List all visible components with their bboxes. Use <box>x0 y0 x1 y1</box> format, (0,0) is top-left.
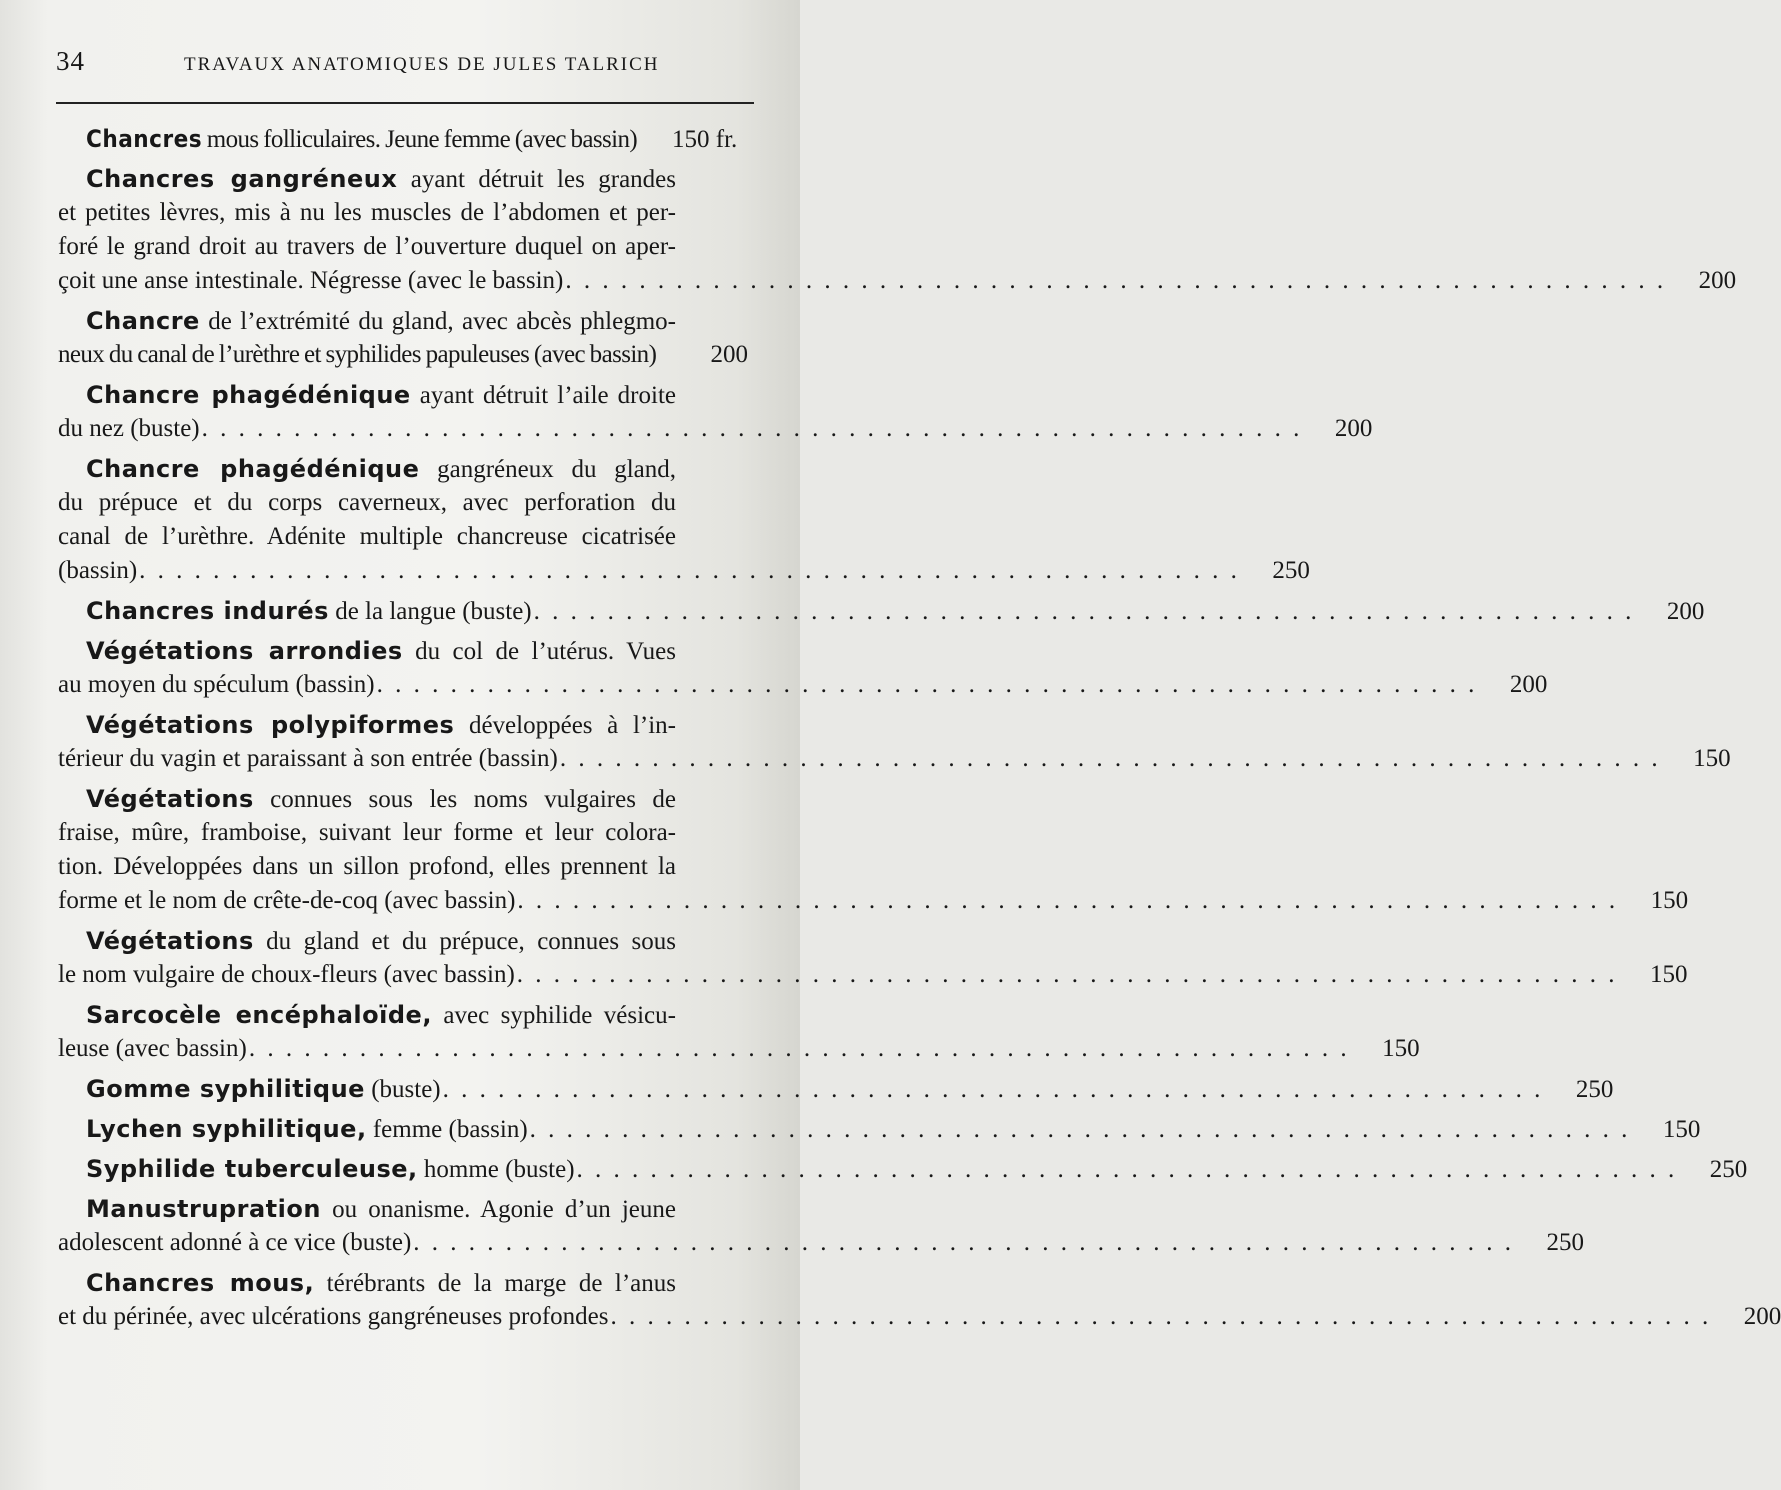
entry-text <box>58 958 515 992</box>
entry-line <box>58 816 748 850</box>
entry-keyword: Lychen syphilitique, <box>86 1115 367 1143</box>
entry-text <box>86 162 676 197</box>
entry-text <box>58 1300 608 1334</box>
entry-line <box>58 554 1310 588</box>
entry-keyword: Chancres mous, <box>86 1269 315 1297</box>
catalog-entry <box>58 594 1705 628</box>
entry-description: ayant détruit les grandes <box>397 166 676 193</box>
price: 150 <box>1650 961 1688 988</box>
entry-line <box>58 1072 1614 1106</box>
dot-leader: . . . . . . . . . . . . . . . . . . . . . . . . . . . . . . . . . . . . . . . . . . . . . . . . . . . . . . . . . . . . <box>576 1156 1678 1183</box>
entry-text <box>58 412 200 446</box>
entry-description: avec syphilide vésicu- <box>431 1002 676 1029</box>
entry-keyword: Végétations <box>86 927 254 955</box>
entry-line <box>58 708 748 742</box>
entry-line <box>58 1300 1781 1334</box>
price: 200 <box>1509 671 1548 698</box>
entry-text <box>86 924 676 959</box>
catalog-entry <box>58 452 1310 588</box>
dot-leader: . . . . . . . . . . . . . . . . . . . . . . . . . . . . . . . . . . . . . . . . . . . . . . . . . . . . . . . . . . . . <box>442 1076 1544 1103</box>
entry-description: térébrants de la marge de l’anus <box>314 1270 676 1297</box>
dot-leader: . . . . . . . . . . . . . . . . . . . . . . . . . . . . . . . . . . . . . . . . . . . . . . . . . . . . . . . . . . . . <box>610 1303 1712 1330</box>
entry-keyword: Manustrupration <box>86 1195 321 1223</box>
dot-leader: . . . . . . . . . . . . . . . . . . . . . . . . . . . . . . . . . . . . . . . . . . . . . . . . . . . . . . . . . . . . <box>413 1229 1515 1256</box>
entry-line <box>58 958 1688 992</box>
entry-text <box>58 554 137 588</box>
catalog-entry <box>58 1266 1781 1334</box>
entry-keyword: Végétations polypiformes <box>86 711 455 739</box>
entry-keyword: Chancre <box>86 307 200 335</box>
dot-leader: . . . . . . . . . . . . . . . . . . . . . . . . . . . . . . . . . . . . . . . . . . . . . . . . . . . . . . . . . . . . <box>517 887 1619 914</box>
entry-line <box>58 162 748 196</box>
entry-line <box>58 1266 748 1300</box>
catalog-entry <box>58 1072 1614 1106</box>
catalog-entry <box>58 782 1689 918</box>
entry-description: (buste) <box>364 1076 441 1103</box>
entry-line <box>58 486 748 520</box>
entry-keyword: Chancre phagédénique <box>86 455 420 483</box>
dot-leader: . . . . . . . . . . . . . . . . . . . . . . . . . . . . . . . . . . . . . . . . . . . . . . . . . . . . . . . . . . . . <box>376 671 1478 698</box>
catalog-entry <box>58 122 748 156</box>
page-header <box>56 46 756 82</box>
entry-keyword: Syphilide tuberculeuse, <box>86 1155 418 1183</box>
price: 250 <box>1546 1229 1585 1256</box>
dot-leader: . . . . . . . . . . . . . . . . . . . . . . . . . . . . . . . . . . . . . . . . . . . . . . . . . . . . . . . . . . . . <box>533 598 1635 625</box>
entry-text <box>58 486 676 520</box>
entry-line <box>58 998 748 1032</box>
entry-text <box>86 1072 441 1107</box>
entry-description: et du périnée, avec ulcérations gangréneuses profondes <box>58 1303 609 1330</box>
entry-description: adolescent adonné à ce vice (buste) <box>58 1229 412 1256</box>
entry-description: mous folliculaires. Jeune femme (avec bassin) <box>202 126 638 153</box>
entry-description: canal de l’urèthre. Adénite multiple chancreuse cicatrisée <box>58 523 676 550</box>
entry-text <box>58 1032 247 1066</box>
catalog-entry <box>58 304 748 372</box>
price: 250 <box>1709 1156 1748 1183</box>
entry-description: leuse (avec bassin) <box>58 1035 247 1062</box>
entry-keyword: Végétations <box>86 785 254 813</box>
entry-text <box>58 338 674 372</box>
price: 200 <box>1743 1303 1781 1330</box>
entry-description: fraise, mûre, framboise, suivant leur forme et leur colora- <box>58 819 676 846</box>
entry-description: du col de l’utérus. Vues <box>402 638 676 665</box>
entry-text <box>86 304 676 339</box>
running-title: TRAVAUX ANATOMIQUES DE JULES TALRICH <box>184 54 660 75</box>
catalog-entry <box>58 708 1731 776</box>
dot-leader: . . . . . . . . . . . . . . . . . . . . . . . . . . . . . . . . . . . . . . . . . . . . . . . . . . . . . . . . . . . . <box>529 1116 1631 1143</box>
entry-description: connues sous les noms vulgaires de <box>253 786 676 813</box>
entry-text <box>86 1266 676 1301</box>
entry-text <box>58 1226 411 1260</box>
entry-text <box>86 122 658 157</box>
entry-text <box>86 594 532 629</box>
entry-description: du nez (buste) <box>58 415 200 442</box>
entry-description: çoit une anse intestinale. Négresse (avec le bassin) <box>58 267 564 294</box>
price: 250 <box>1575 1076 1614 1103</box>
catalog-entry <box>58 162 1737 298</box>
catalog-entry <box>58 1152 1748 1186</box>
entry-text <box>86 708 676 743</box>
entry-text <box>86 998 676 1033</box>
entry-line <box>58 782 748 816</box>
entry-keyword: Sarcocèle encéphaloïde, <box>86 1001 432 1029</box>
entry-text <box>86 782 676 817</box>
catalog-entries <box>58 122 1781 1340</box>
entry-description: (bassin) <box>58 557 138 584</box>
price: 150 fr. <box>672 126 738 153</box>
entry-text <box>58 668 375 702</box>
entry-line <box>58 520 748 554</box>
entry-description: ayant détruit l’aile droite <box>410 382 676 409</box>
entry-line <box>58 1192 748 1226</box>
entry-line <box>58 924 748 958</box>
price: 150 <box>1662 1116 1701 1143</box>
entry-description: foré le grand droit au travers de l’ouverture duquel on aper- <box>58 233 676 260</box>
price: 150 <box>1382 1035 1420 1062</box>
entry-line <box>58 742 1731 776</box>
entry-line <box>58 1152 1748 1186</box>
entry-keyword: Chancres <box>86 125 203 153</box>
entry-text <box>58 264 563 298</box>
dot-leader: . . . . . . . . . . . . . . . . . . . . . . . . . . . . . . . . . . . . . . . . . . . . . . . . . . . . . . . . . . . . <box>248 1035 1350 1062</box>
entry-description: neux du canal de l’urèthre et syphilides papuleuses (avec bassin) <box>58 341 657 368</box>
page-number: 34 <box>56 46 85 76</box>
entry-line <box>58 338 748 372</box>
header-rule <box>56 102 754 104</box>
entry-line <box>58 1032 1420 1066</box>
entry-description: et petites lèvres, mis à nu les muscles de l’abdomen et per- <box>58 199 676 226</box>
catalog-entry <box>58 634 1548 702</box>
entry-line <box>58 1112 1701 1146</box>
entry-description: du gland et du prépuce, connues sous <box>253 928 676 955</box>
entry-description: gangréneux du gland, <box>419 456 676 483</box>
entry-description: au moyen du spéculum (bassin) <box>58 671 375 698</box>
entry-text <box>86 1152 575 1187</box>
entry-line <box>58 378 748 412</box>
catalog-entry <box>58 378 1373 446</box>
entry-description: du prépuce et du corps caverneux, avec perforation du <box>58 489 676 516</box>
entry-text <box>86 1112 528 1147</box>
dot-leader: . . . . . . . . . . . . . . . . . . . . . . . . . . . . . . . . . . . . . . . . . . . . . . . . . . . . . . . . . . . . <box>565 267 1667 294</box>
entry-text <box>86 452 676 487</box>
entry-text <box>86 634 676 669</box>
dot-leader: . . . . . . . . . . . . . . . . . . . . . . . . . . . . . . . . . . . . . . . . . . . . . . . . . . . . . . . . . . . . <box>201 415 1303 442</box>
entry-text <box>58 816 676 850</box>
entry-line <box>58 594 1705 628</box>
price: 200 <box>710 341 748 368</box>
entry-description: térieur du vagin et paraissant à son entrée (bassin) <box>58 745 558 772</box>
dot-leader: . . . . . . . . . . . . . . . . . . . . . . . . . . . . . . . . . . . . . . . . . . . . . . . . . . . . . . . . . . . . <box>559 745 1661 772</box>
price: 250 <box>1272 557 1310 584</box>
catalog-entry <box>58 1192 1585 1260</box>
entry-keyword: Gomme syphilitique <box>86 1075 365 1103</box>
entry-description: homme (buste) <box>417 1156 575 1183</box>
entry-line <box>58 122 748 156</box>
entry-line <box>58 412 1373 446</box>
entry-keyword: Chancre phagédénique <box>86 381 411 409</box>
entry-text <box>58 520 676 554</box>
entry-line <box>58 452 748 486</box>
entry-description: développées à l’in- <box>454 712 676 739</box>
entry-line <box>58 668 1548 702</box>
entry-description: femme (bassin) <box>366 1116 528 1143</box>
entry-description: de l’extrémité du gland, avec abcès phlegmo- <box>199 308 676 335</box>
price: 150 <box>1693 745 1731 772</box>
entry-line <box>58 264 1737 298</box>
entry-text <box>58 850 676 884</box>
entry-line <box>58 884 1689 918</box>
entry-text <box>86 378 676 413</box>
entry-line <box>58 1226 1585 1260</box>
entry-text <box>86 1192 676 1227</box>
entry-line <box>58 304 748 338</box>
price: 200 <box>1666 598 1705 625</box>
entry-description: ou onanisme. Agonie d’un jeune <box>320 1196 676 1223</box>
price: 200 <box>1334 415 1373 442</box>
dot-leader: . . . . . . . . . . . . . . . . . . . . . . . . . . . . . . . . . . . . . . . . . . . . . . . . . . . . . . . . . . . . <box>139 557 1240 584</box>
dot-leader: . . . . . . . . . . . . . . . . . . . . . . . . . . . . . . . . . . . . . . . . . . . . . . . . . . . . . . . . . . . . <box>516 961 1618 988</box>
entry-text <box>58 196 676 230</box>
entry-description: de la langue (buste) <box>328 598 532 625</box>
entry-text <box>58 742 558 776</box>
entry-description: le nom vulgaire de choux-fleurs (avec bassin) <box>58 961 515 988</box>
entry-line <box>58 634 748 668</box>
entry-description: tion. Développées dans un sillon profond, elles prennent la <box>58 853 676 880</box>
entry-line <box>58 196 748 230</box>
entry-keyword: Végétations arrondies <box>86 637 403 665</box>
catalog-entry <box>58 924 1688 992</box>
entry-line <box>58 230 748 264</box>
entry-description: forme et le nom de crête-de-coq (avec bassin) <box>58 887 516 914</box>
entry-text <box>58 884 515 918</box>
price: 150 <box>1650 887 1689 914</box>
catalog-entry <box>58 1112 1701 1146</box>
catalog-entry <box>58 998 1420 1066</box>
entry-keyword: Chancres indurés <box>86 597 329 625</box>
entry-line <box>58 850 748 884</box>
price: 200 <box>1698 267 1737 294</box>
entry-keyword: Chancres gangréneux <box>86 165 398 193</box>
entry-text <box>58 230 676 264</box>
